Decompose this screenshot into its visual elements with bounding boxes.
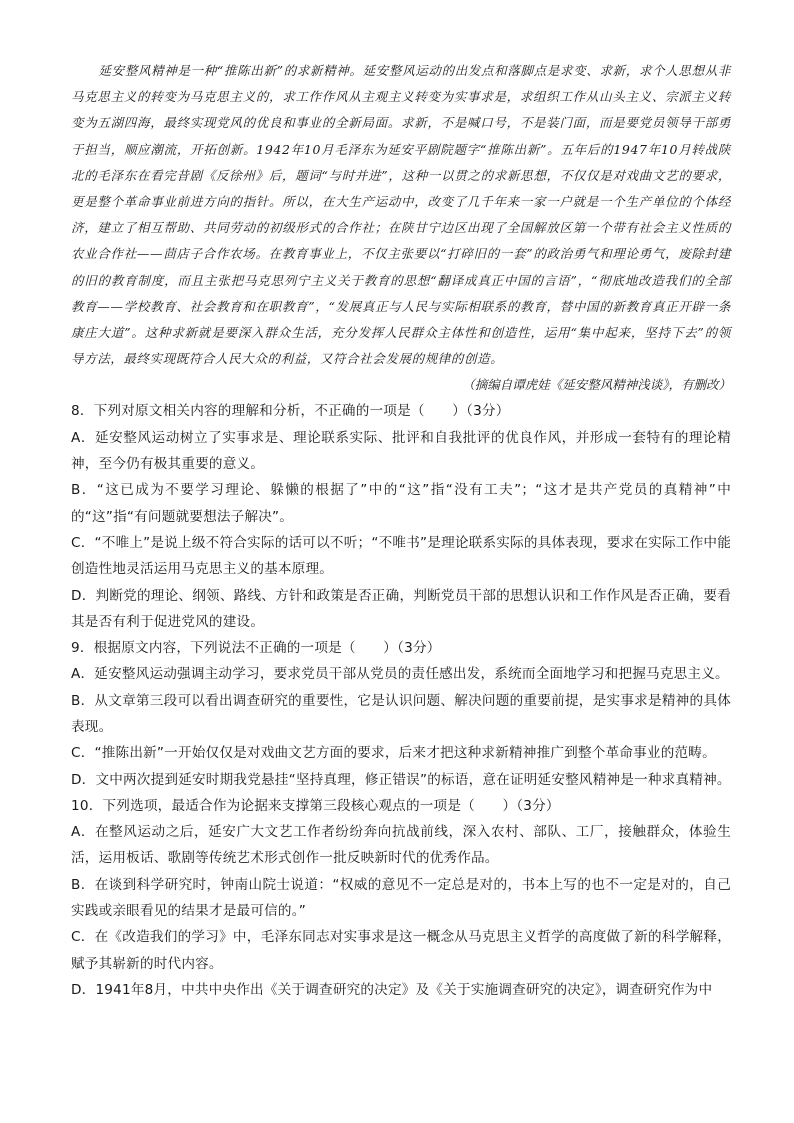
option-b: B．从文章第三段可以看出调查研究的重要性，它是认识问题、解决问题的重要前提，是实事求是精神的具体表现。 [71, 692, 731, 735]
option-b: B．在谈到科学研究时，钟南山院士说道：“权威的意见不一定总是对的，书本上写的也不一定是对的，自己实践或亲眼看见的结果才是最可信的。” [71, 876, 731, 920]
option-a: A．延安整风运动树立了实事求是、理论联系实际、批评和自我批评的优良作风，并形成一套特有的理论精神，至今仍有极其重要的意义。 [71, 429, 731, 473]
option-a: A．在整风运动之后，延安广大文艺工作者纷纷奔向抗战前线，深入农村、部队、工厂，接触群众，体验生活，运用板话、歌剧等传统艺术形式创作一批反映新时代的优秀作品。 [71, 824, 731, 867]
option-b: B．“这已成为不要学习理论、躲懒的根据了”中的“这”指“没有工夫”；“这才是共产党员的真精神”中的“这”指“有问题就要想法子解决”。 [71, 482, 731, 525]
option-c: C．在《改造我们的学习》中，毛泽东同志对实事求是这一概念从马克思主义哲学的高度做了新的科学解释，赋予其崭新的时代内容。 [71, 929, 731, 972]
question-stem: 8．下列对原文相关内容的理解和分析，不正确的一项是（ ）（3分） [71, 403, 510, 420]
option-d: D．文中两次提到延安时期我党悬挂“坚持真理，修正错误”的标语，意在证明延安整风精神是一种求真精神。 [71, 771, 731, 788]
exam-page [71, 58, 731, 1003]
question-stem: 10．下列选项，最适合作为论据来支撑第三段核心观点的一项是（ ）（3分） [71, 797, 560, 814]
option-d: D．1941年8月，中共中央作出《关于调查研究的决定》及《关于实施调查研究的决定》，调查研究作为中 [71, 981, 713, 998]
option-c: C．“推陈出新”一开始仅仅是对戏曲文艺方面的要求，后来才把这种求新精神推广到整个革命事业的范畴。 [71, 745, 716, 762]
passage-paragraph: 延安整风精神是一种“推陈出新”的求新精神。延安整风运动的出发点和落脚点是求变、求新，求个人思想从非马克思主义的转变为马克思主义的，求工作作风从主观主义转变为实事求是，求组织工作从山头主义、宗派主义转变为五湖四海，最终实现党风的优良和事业的全新局面。求新，不是喊口号，不是装门面，而是要党员领导干部勇于担当，顺应潮流，开拓创新。1942年10月毛泽东为延安平剧院题字“推陈出新”。五年后的1947年10月转战陕北的毛泽东在看完昔剧《反徐州》后，题词“与时并进”，这种一以贯之的求新思想，不仅仅是对戏曲文艺的要求，更是整个革命事业前进方向的指针。所以，在大生产运动中，改变了几千年来一家一户就是一个生产单位的个体经济，建立了相互帮助、共同劳动的初级形式的合作社；在陕甘宁边区出现了全国解放区第一个带有社会主义性质的农业合作社——茴店子合作农场。在教育事业上，不仅主张要以“打碎旧的一套”的政治勇气和理论勇气，废除封建的旧的教育制度，而且主张把马克思列宁主义关于教育的思想“翻译成真正中国的言语”，“彻底地改造我们的全部教育——学校教育、社会教育和在职教育”，“发展真正与人民与实际相联系的教育，替中国的新教育真正开辟一条康庄大道”。这种求新就是要深入群众生活，充分发挥人民群众主体性和创造性，运用“集中起来，坚持下去”的领导方法，最终实现既符合人民大众的利益，又符合社会发展的规律的创造。 [71, 63, 731, 367]
question-8 [71, 398, 731, 635]
option-c: C．“不唯上”是说上级不符合实际的话可以不听；“不唯书”是理论联系实际的具体表现，要求在实际工作中能创造性地灵活运用马克思主义的基本原理。 [71, 534, 731, 578]
option-d: D．判断党的理论、纲领、路线、方针和政策是否正确，判断党员干部的思想认识和工作作风是否正确，要看其是否有利于促进党风的建设。 [71, 587, 731, 630]
question-10 [71, 793, 731, 1003]
question-9 [71, 635, 731, 793]
reading-passage [71, 58, 731, 372]
question-stem: 9．根据原文内容，下列说法不正确的一项是（ ）（3分） [71, 640, 441, 657]
option-a: A．延安整风运动强调主动学习，要求党员干部从党员的责任感出发，系统而全面地学习和把握马克思主义。 [71, 666, 729, 683]
passage-source: （摘编自谭虎娃《延安整风精神浅谈》，有删改） [462, 377, 731, 393]
question-list [71, 398, 731, 1003]
